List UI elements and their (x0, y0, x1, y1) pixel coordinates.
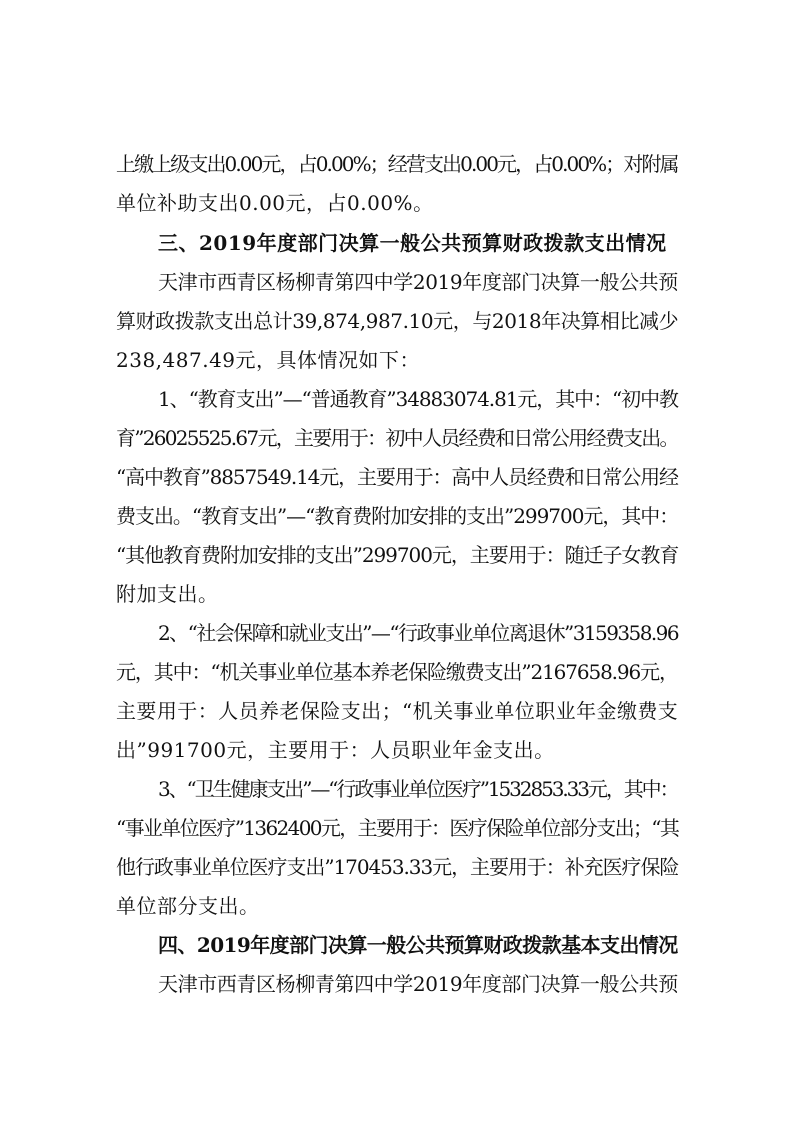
paragraph-line: 天津市西青区杨柳青第四中学2019年度部门决算一般公共预 (158, 972, 678, 996)
paragraph-line: “其他教育费附加安排的支出”299700元，主要用于：随迁子女教育 (116, 543, 679, 567)
paragraph-line: 元，其中：“机关事业单位基本养老保险缴费支出”2167658.96元， (116, 660, 678, 684)
paragraph-line: 2、“社会保障和就业支出”—“行政事业单位离退休”3159358.96 (158, 621, 679, 645)
paragraph-line: 238,487.49元，具体情况如下： (116, 348, 421, 372)
paragraph-line: 天津市西青区杨柳青第四中学2019年度部门决算一般公共预 (158, 270, 678, 294)
paragraph-line: 上缴上级支出0.00元，占0.00%；经营支出0.00元，占0.00%；对附属 (116, 152, 678, 176)
paragraph-line: 单位部分支出。 (116, 894, 260, 918)
paragraph-line: “高中教育”8857549.14元，主要用于：高中人员经费和日常公用经 (116, 465, 678, 489)
paragraph-line: 算财政拨款支出总计39,874,987.10元，与2018年决算相比减少 (116, 309, 679, 333)
section-heading-4: 四、2019年度部门决算一般公共预算财政拨款基本支出情况 (158, 933, 678, 957)
paragraph-line: 育”26025525.67元，主要用于：初中人员经费和日常公用经费支出。 (116, 426, 678, 450)
paragraph-line: 他行政事业单位医疗支出”170453.33元，主要用于：补充医疗保险 (116, 855, 679, 879)
paragraph-line: 单位补助支出0.00元，占0.00%。 (116, 191, 434, 215)
paragraph-line: 1、“教育支出”—“普通教育”34883074.81元，其中：“初中教 (158, 387, 678, 411)
paragraph-line: 3、“卫生健康支出”—“行政事业单位医疗”1532853.33元，其中： (158, 777, 678, 801)
section-heading-3: 三、2019年度部门决算一般公共预算财政拨款支出情况 (158, 231, 667, 255)
paragraph-line: 附加支出。 (116, 582, 219, 606)
paragraph-line: 出”991700元，主要用于：人员职业年金支出。 (116, 738, 555, 762)
paragraph-line: “事业单位医疗”1362400元，主要用于：医疗保险单位部分支出；“其 (116, 816, 679, 840)
paragraph-line: 主要用于：人员养老保险支出；“机关事业单位职业年金缴费支 (116, 699, 679, 723)
paragraph-line: 费支出。“教育支出”—“教育费附加安排的支出”299700元，其中： (116, 504, 679, 528)
